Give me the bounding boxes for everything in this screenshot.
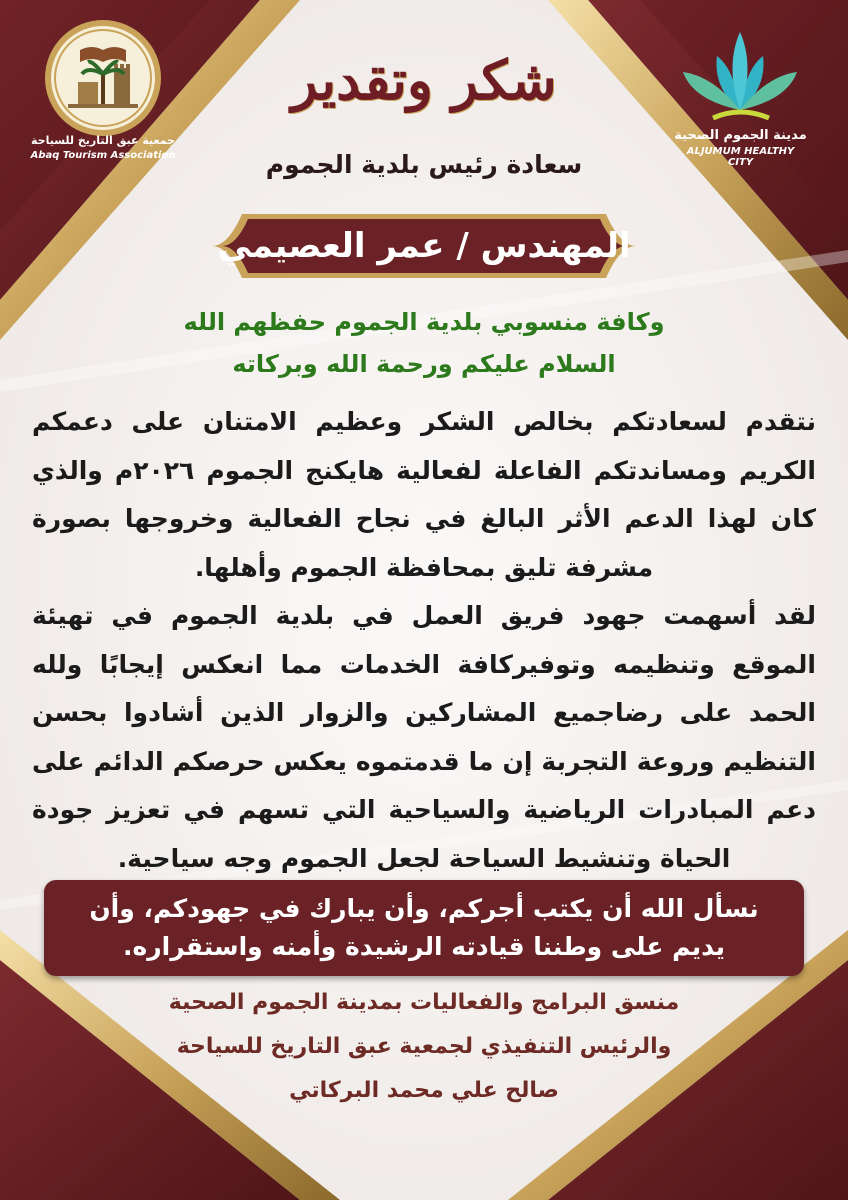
healthy-city-caption-ar: مدينة الجموم الصحية <box>674 128 807 143</box>
prayer-text: نسأل الله أن يكتب أجركم، وأن يبارك في جهودكم، وأن يديم على وطننا قيادته الرشيدة وأمنه واستقراره. <box>89 894 759 961</box>
signature-name: صالح علي محمد البركاتي <box>289 1078 559 1103</box>
recipient-title: سعادة رئيس بلدية الجموم <box>265 150 583 179</box>
recipient-name-banner <box>212 210 636 282</box>
letter-body <box>32 398 816 883</box>
body-paragraph-1: نتقدم لسعادتكم بخالص الشكر وعظيم الامتنان على دعمكم الكريم ومساندتكم الفاعلة لفعالية هايكنج الجموم ٢٠٢٦م والذي كان لهذا الدعم الأثر البالغ في نجاح الفعالية وخروجها بصورة مشرفة تليق بمحافظة الجموم وأهلها. <box>32 407 816 582</box>
greeting-line-1: وكافة منسوبي بلدية الجموم حفظهم الله <box>183 308 665 336</box>
healthy-city-caption-en: ALJUMUM HEALTHY CITY <box>686 146 795 168</box>
page-title: شكر وتقدير <box>291 48 557 112</box>
recipient-name: المهندس / عمر العصيمي <box>217 226 631 266</box>
abaq-caption-ar: جمعية عبق التاريخ للسياحة <box>30 134 176 147</box>
greeting-line-2: السلام عليكم ورحمة الله وبركاته <box>232 350 616 378</box>
body-paragraph-2: لقد أسهمت جهود فريق العمل في بلدية الجموم في تهيئة الموقع وتنظيمه وتوفيركافة الخدمات مما انعكس إيجابًا ولله الحمد على رضاجميع المشاركين والزوار الذين أشادوا بحسن التنظيم وروعة التجربة إن ما قدمتموه يعكس حرصكم الدائم على دعم المبادرات الرياضية والسياحية التي تسهم في تعزيز جودة الحياة وتنشيط السياحة لجعل الجموم وجه سياحية. <box>32 601 816 873</box>
abaq-caption-en: Abaq Tourism Association <box>30 150 176 161</box>
signature-line-2: والرئيس التنفيذي لجمعية عبق التاريخ للسياحة <box>176 1034 672 1059</box>
signature-line-1: منسق البرامج والفعاليات بمدينة الجموم الصحية <box>168 990 680 1015</box>
prayer-box <box>44 880 804 976</box>
